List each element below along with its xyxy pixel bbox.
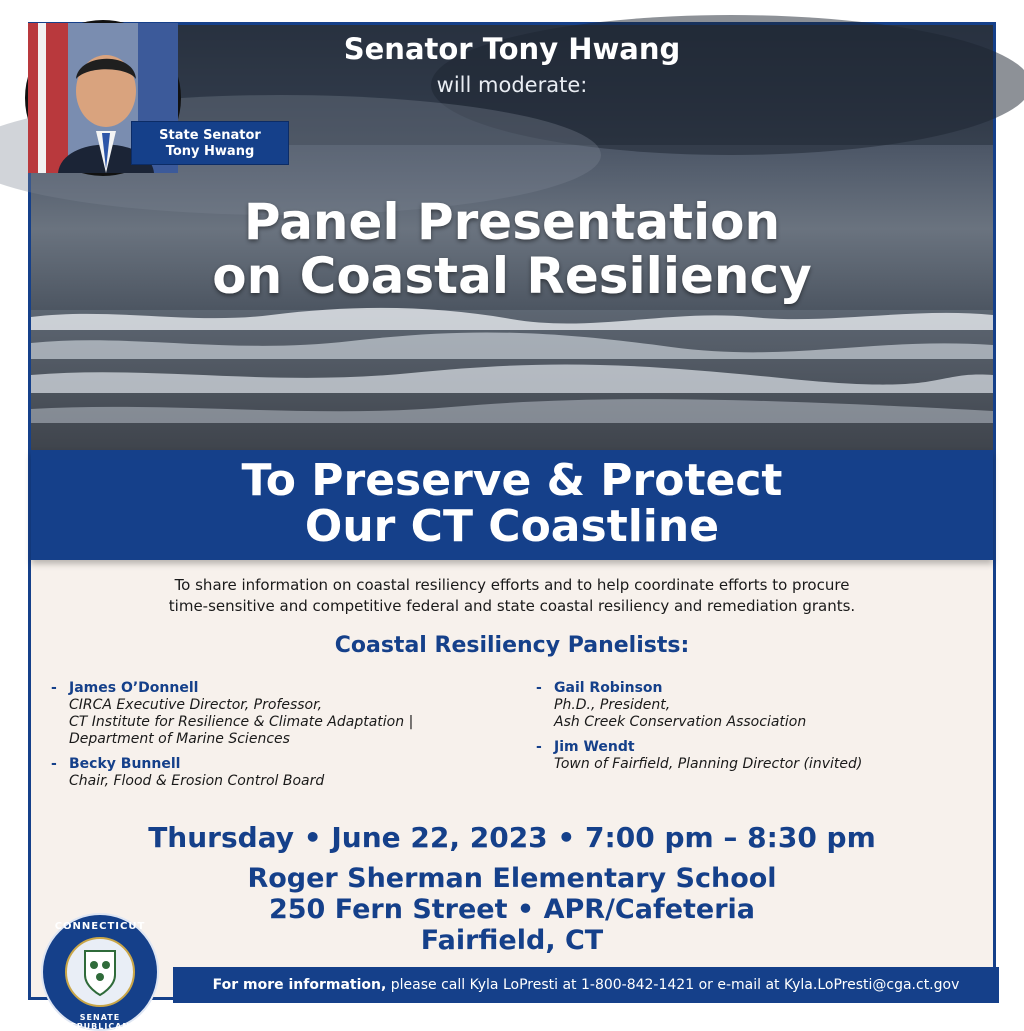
panelist-name: Jim Wendt — [554, 739, 635, 755]
stormy-sea-photo — [31, 25, 993, 450]
panelist-item — [536, 680, 976, 731]
senate-republicans-seal — [41, 913, 159, 1031]
intro-line1: To share information on coastal resiliency efforts and to help coordinate efforts to procure — [174, 576, 850, 594]
name-tag-title: State Senator — [159, 128, 261, 143]
panelist-item — [51, 680, 501, 748]
event-title-line2: on Coastal Resiliency — [212, 247, 812, 305]
list-dash: - — [51, 680, 57, 696]
tagline-line2: Our CT Coastline — [304, 501, 720, 552]
panelist-name: James O’Donnell — [69, 680, 199, 696]
venue-address: 250 Fern Street • APR/Cafeteria — [268, 894, 756, 925]
panelist-name: Becky Bunnell — [69, 756, 181, 772]
panelists-left-column — [51, 680, 501, 798]
seal-emblem-icon — [65, 937, 135, 1007]
event-venue — [31, 863, 993, 956]
panelist-role: Chair, Flood & Erosion Control Board — [69, 773, 325, 789]
venue-city: Fairfield, CT — [420, 925, 604, 956]
tagline-line1: To Preserve & Protect — [241, 455, 783, 506]
contact-footer — [173, 967, 999, 1003]
footer-contact-details: please call Kyla LoPresti at 1-800-842-1421 or e-mail at Kyla.LoPresti@cga.ct.gov — [386, 977, 960, 993]
list-dash: - — [536, 739, 542, 755]
flyer — [28, 22, 996, 1031]
panelists-right-column — [536, 680, 976, 781]
list-dash: - — [536, 680, 542, 696]
panelists-heading: Coastal Resiliency Panelists: — [334, 633, 690, 658]
tagline-banner — [31, 450, 993, 560]
list-dash: - — [51, 756, 57, 772]
intro-text — [71, 575, 953, 617]
panelist-role: CT Institute for Resilience & Climate Adaptation | — [69, 714, 414, 730]
event-datetime: Thursday • June 22, 2023 • 7:00 pm – 8:30 pm — [148, 821, 876, 854]
panelist-role: Department of Marine Sciences — [69, 731, 290, 747]
seal-top-text: CONNECTICUT — [54, 921, 146, 932]
name-tag-name: Tony Hwang — [165, 144, 255, 159]
event-title-line1: Panel Presentation — [243, 193, 781, 251]
event-title — [31, 195, 993, 303]
venue-name: Roger Sherman Elementary School — [247, 863, 777, 894]
intro-line2: time-sensitive and competitive federal and state coastal resiliency and remediation grants. — [168, 597, 856, 615]
panelist-name: Gail Robinson — [554, 680, 663, 696]
senator-name-tag — [131, 121, 289, 165]
panelist-role: Town of Fairfield, Planning Director (invited) — [554, 756, 863, 772]
grapevine-shield-icon — [67, 939, 133, 1005]
panelist-item — [536, 739, 976, 773]
footer-lead: For more information, — [212, 977, 387, 993]
panelist-item — [51, 756, 501, 790]
seal-bottom-text: SENATE REPUBLICANS — [63, 1013, 137, 1031]
moderator-name: Senator Tony Hwang — [343, 32, 681, 66]
panelist-role: Ph.D., President, — [554, 697, 671, 713]
panelist-role: Ash Creek Conservation Association — [554, 714, 807, 730]
panelist-role: CIRCA Executive Director, Professor, — [69, 697, 323, 713]
moderator-subtitle: will moderate: — [436, 73, 588, 97]
